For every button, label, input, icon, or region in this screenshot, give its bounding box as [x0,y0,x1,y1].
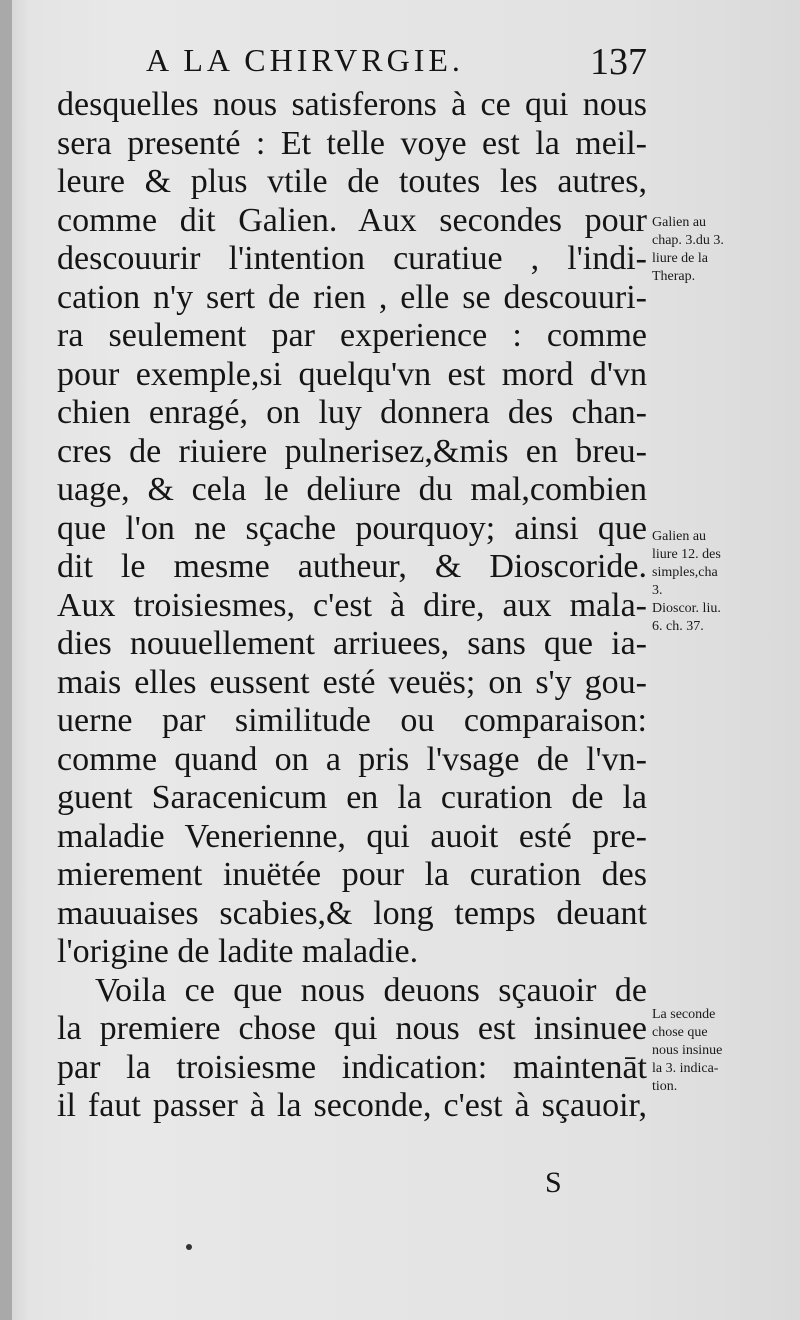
text-line: cres de riuiere pulnerisez,&mis en breu- [57,432,647,470]
running-title: A LA CHIRVRGIE. [146,42,464,78]
margin-note-line: liure 12. des [652,547,721,562]
text-line: comme dit Galien. Aux secondes pour [57,201,647,239]
text-line: que l'on ne sçache pourquoy; ainsi que [57,509,647,547]
page-header [0,40,800,90]
text-line: il faut passer à la seconde, c'est à sçauoir, [57,1087,647,1124]
margin-note-line: chose que [652,1025,708,1040]
text-line: mierement inuëtée pour la curation des [57,856,647,893]
signature-mark: S [545,1166,562,1199]
text-line: par la troisiesme indication: maintenāt [57,1048,647,1086]
text-line: Aux troisiesmes, c'est à dire, aux mala- [57,586,647,624]
margin-note-line: liure de la [652,251,708,266]
text-line: Voila ce que nous deuons sçauoir de [95,971,647,1009]
margin-note-line: Dioscor. liu. [652,601,721,616]
text-line: sera presenté : Et telle voye est la meil- [57,124,647,162]
margin-note-line: La seconde [652,1007,716,1022]
text-line: chien enragé, on luy donnera des chan- [57,394,647,431]
margin-note-line: Therap. [652,269,696,284]
text-line: l'origine de ladite maladie. [57,933,419,970]
margin-note [652,214,772,286]
text-line: comme quand on a pris l'vsage de l'vn- [57,740,647,778]
text-line: maladie Venerienne, qui auoit esté pre- [57,817,647,855]
text-line: pour exemple,si quelqu'vn est mord d'vn [57,355,647,393]
text-line: mauuaises scabies,& long temps deuant [57,894,647,932]
margin-note [652,528,772,636]
text-line: uage, & cela le deliure du mal,combien [57,471,647,508]
margin-note-line: 6. ch. 37. [652,619,704,634]
text-line: ra seulement par experience : comme [57,317,647,354]
text-line: desquelles nous satisferons à ce qui nous [57,86,647,123]
main-text-block [57,86,647,1126]
margin-note-line: tion. [652,1079,678,1094]
text-line: guent Saracenicum en la curation de la [57,779,647,816]
text-line: dies nouuellement arriuees, sans que ia- [57,625,647,662]
margin-note-line: Galien au [652,529,707,544]
text-line: mais elles eussent esté veuës; on s'y gou- [57,663,647,701]
margin-note-line: 3. [652,583,663,598]
margin-note-line: la 3. indica- [652,1061,719,1076]
page-number: 137 [590,41,647,83]
text-line: cation n'y sert de rien , elle se descouuri- [57,278,647,316]
text-line: dit le mesme autheur, & Dioscoride. [57,548,647,585]
margin-note-line: Galien au [652,215,707,230]
page-edge-shadow [0,0,12,1320]
margin-note [652,1006,772,1096]
ink-speck [186,1244,192,1250]
text-line: leure & plus vtile de toutes les autres, [57,163,647,200]
text-line: uerne par similitude ou comparaison: [57,702,647,739]
margin-note-line: nous insinue [652,1043,723,1058]
margin-note-line: chap. 3.du 3. [652,233,724,248]
margin-note-line: simples,cha [652,565,718,580]
text-line: la premiere chose qui nous est insinuee [57,1010,647,1047]
text-line: descouurir l'intention curatiue , l'indi- [57,240,647,277]
